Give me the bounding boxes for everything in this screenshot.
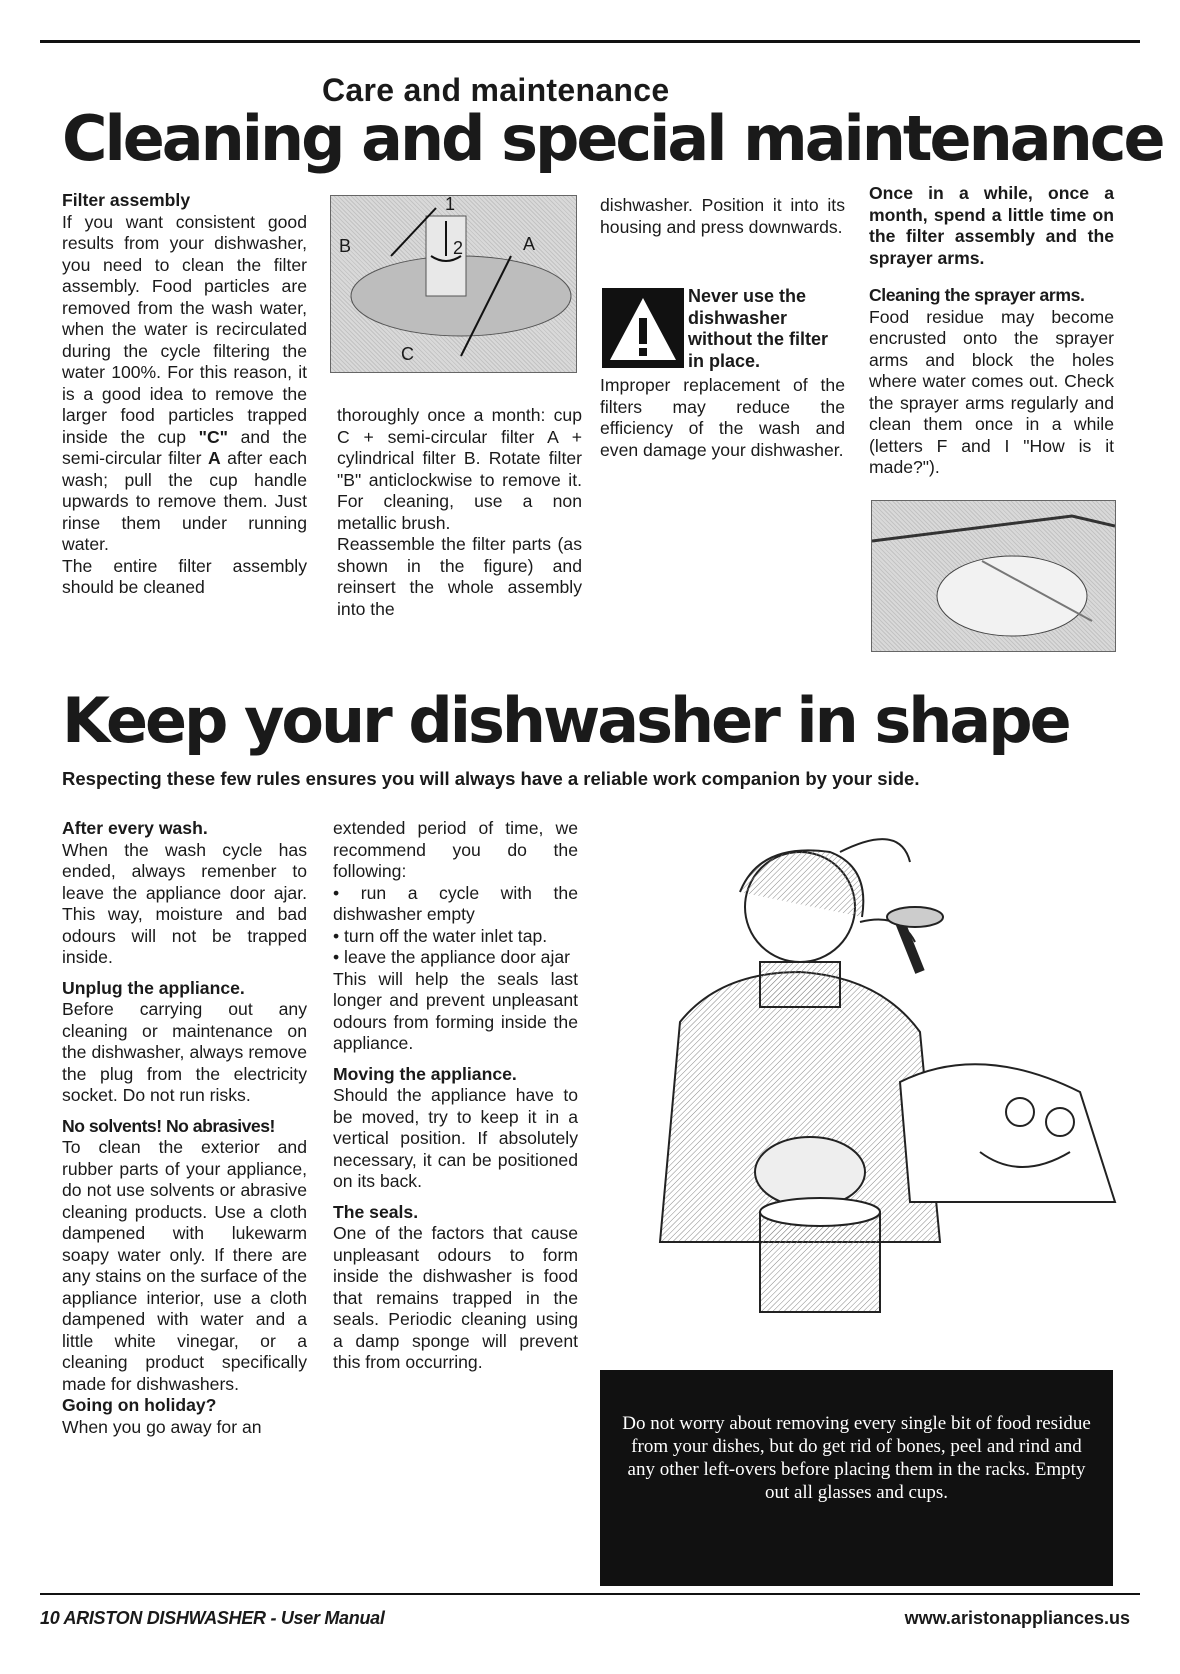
footer-rule: [40, 1593, 1140, 1595]
filter-and-semi: and the semi-circular filter: [62, 426, 308, 468]
footer-right: www.aristonappliances.us: [904, 1608, 1130, 1628]
moving-text: Should the appliance have to be moved, try to keep it in a vertical position. If absolutely necessary, it can be positioned on its back.: [333, 1085, 578, 1191]
solvents-heading: No solvents! No abrasives!: [62, 1115, 275, 1136]
top-rule: [40, 40, 1140, 43]
keep-title: Keep your dishwasher in shape: [62, 684, 1069, 757]
after-wash-heading: After every wash.: [62, 818, 208, 838]
filter-col2-text: thoroughly once a month: cup C + semi-circular filter A + cylindrical filter B. Rotate filter "B" anticlockwise to remove it. For cleaning, use a non metallic brush.: [337, 405, 582, 533]
solvents-text: To clean the exterior and rubber parts of your appliance, do not use solvents or abrasive cleaning products. Use a cloth dampened with lukewarm soapy water only. If there are any stains on the surface of the appliance interior, use a cloth dampened with water and a little white vinegar, or a cleaning product specifically made for dishwashers.: [62, 1137, 307, 1394]
filter-col2-text2: Reassemble the filter parts (as shown in the figure) and reinsert the whole assembly into the: [337, 534, 582, 619]
bullet-1: • run a cycle with the dishwasher empty: [333, 882, 578, 924]
sprayer-heading: Cleaning the sprayer arms.: [869, 285, 1085, 305]
filter-column-2: [337, 405, 582, 620]
figure-label-a: A: [523, 234, 536, 254]
holiday-heading: Going on holiday?: [62, 1395, 217, 1415]
filter-col3-text: dishwasher. Position it into its housing and press downwards.: [600, 195, 845, 237]
sprayer-arm-drawing: [872, 501, 1115, 651]
after-wash-text: When the wash cycle has ended, always remenber to leave the appliance door ajar. This way, moisture and bad odours will not be trapped inside.: [62, 839, 307, 967]
warning-text: Never use the dishwasher without the filter in place.: [688, 286, 828, 371]
warning-triangle: [602, 288, 684, 368]
page-title: Cleaning and special maintenance: [62, 102, 1163, 175]
filter-diagram: [331, 196, 576, 372]
figure-label-c: C: [401, 344, 414, 364]
sprayer-arm-photo: [871, 500, 1116, 652]
sprayer-intro: Once in a while, once a month, spend a little time on the filter assembly and the sprayer arms.: [869, 183, 1114, 268]
filter-a-label: A: [207, 448, 221, 468]
seals-heading: The seals.: [333, 1201, 419, 1222]
filter-column-3: [600, 195, 845, 238]
unplug-heading: Unplug the appliance.: [62, 977, 245, 998]
holiday-text-2: extended period of time, we recommend you do the following:: [333, 818, 578, 881]
seals-text: One of the factors that cause unpleasant odours to form inside the dishwasher is food that remains trapped in the seals. Periodic cleaning using a damp sponge will prevent this from occurring.: [333, 1223, 578, 1372]
filter-text-1: If you want consistent good results from your dishwasher, you need to clean the filter assembly. Food particles are removed from the wash water, when the water is recirculated during the cycle filtering the water 100%. For this reason, it is a good idea to remove the larger food particles trapped inside the cup: [62, 211, 307, 447]
section-subtitle: Care and maintenance: [322, 72, 670, 108]
figure-label-b: B: [339, 236, 352, 256]
sprayer-column: [869, 285, 1114, 479]
filter-text-2: after each wash; pull the cup handle upwards to remove them. Just rinse them under running water.: [62, 448, 307, 554]
rules-column-1: [62, 818, 307, 1438]
unplug-text: Before carrying out any cleaning or maintenance on the dishwasher, always remove the plug from the electricity socket. Do not run risks.: [62, 999, 307, 1105]
bullet-2: • turn off the water inlet tap.: [333, 925, 548, 946]
filter-col3-text2: Improper replacement of the filters may reduce the efficiency of the wash and even damage your dishwasher.: [600, 375, 845, 460]
keep-lead: Respecting these few rules ensures you will always have a reliable work companion by your side.: [62, 768, 920, 789]
figure-label-1: 1: [445, 194, 456, 214]
warning-icon: [602, 288, 684, 368]
woman-dishwasher-illustration: [600, 822, 1120, 1334]
sprayer-text: Food residue may become encrusted onto the sprayer arms and block the holes where water comes out. Check the sprayer arms regularly and clean them once in a while (letters F and I "How is it made?").: [869, 306, 1114, 477]
filter-text-3: The entire filter assembly should be cleaned: [62, 555, 307, 597]
tip-text: Do not worry about removing every single bit of food residue from your dishes, but do get rid of bones, peel and rind and any other left-overs before placing them in the racks. Empty out all glasses and cups.: [622, 1413, 1091, 1503]
footer-left: 10 ARISTON DISHWASHER - User Manual: [40, 1608, 385, 1628]
rules-column-2: [333, 818, 578, 1374]
bullet-3: • leave the appliance door ajar: [333, 947, 570, 967]
cup-label: "C": [198, 426, 228, 447]
filter-column-1: [62, 190, 307, 599]
illustration: [600, 822, 1120, 1334]
holiday-text: When you go away for an: [62, 1416, 262, 1437]
filter-assembly-figure: [330, 195, 577, 373]
filter-heading: Filter assembly: [62, 190, 191, 210]
moving-heading: Moving the appliance.: [333, 1063, 517, 1084]
tip-box: [600, 1370, 1113, 1586]
holiday-text-3: This will help the seals last longer and prevent unpleasant odours from forming inside the appliance.: [333, 968, 578, 1053]
figure-label-2: 2: [453, 238, 464, 258]
